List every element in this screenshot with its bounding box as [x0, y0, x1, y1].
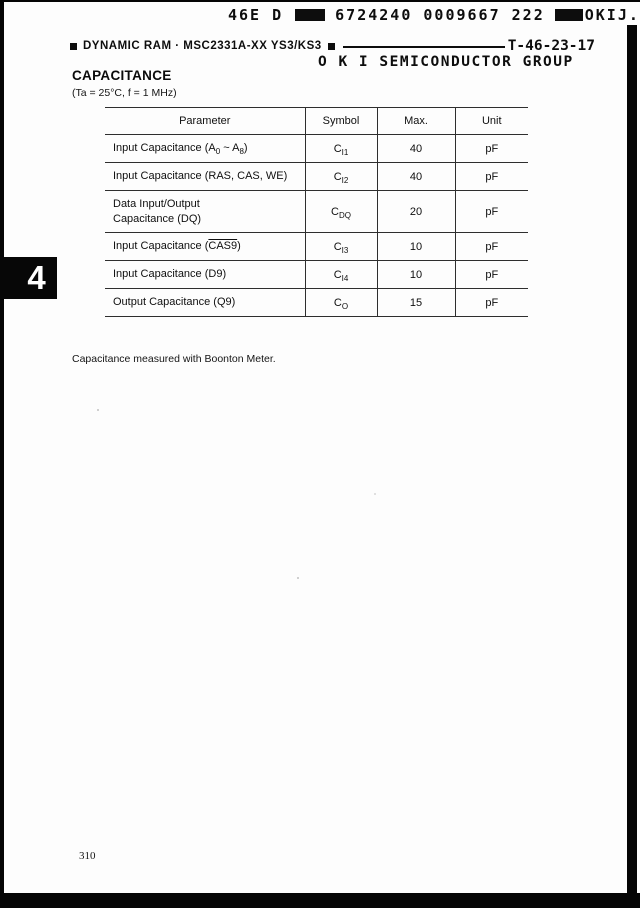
symbol-base: C: [333, 170, 342, 183]
param-text: Input Capacitance (A: [113, 142, 216, 155]
scan-speck: [297, 577, 299, 579]
table-row: [105, 163, 528, 191]
param-text: Data Input/Output: [113, 198, 200, 211]
symbol-cell: [305, 233, 377, 261]
table-row: [105, 289, 528, 317]
square-bullet-icon: [70, 43, 77, 50]
param-cell: Output Capacitance (Q9): [105, 289, 305, 317]
column-header-unit: Unit: [455, 108, 528, 135]
symbol-base: C: [333, 268, 342, 281]
symbol-cell: [305, 261, 377, 289]
scan-code-mid: 6724240 0009667 222: [335, 6, 545, 24]
param-cell: Input Capacitance (RAS, CAS, WE): [105, 163, 305, 191]
document-number: T-46-23-17: [507, 38, 595, 54]
scan-border-top: [0, 0, 640, 2]
symbol-subscript: I1: [341, 147, 349, 157]
document-title: DYNAMIC RAM · MSC2331A-XX YS3/KS3: [83, 40, 322, 52]
symbol-cell: [305, 289, 377, 317]
table-header-row: [105, 108, 528, 135]
section-title: CAPACITANCE: [72, 68, 172, 83]
table-row: [105, 261, 528, 289]
symbol-base: C: [333, 142, 342, 155]
symbol-cell: [305, 163, 377, 191]
symbol-subscript: I4: [341, 273, 349, 283]
chapter-tab: [0, 257, 57, 299]
column-header-parameter: Parameter: [105, 108, 305, 135]
unit-cell: pF: [455, 191, 528, 233]
param-cell: Input Capacitance (D9): [105, 261, 305, 289]
unit-cell: pF: [455, 233, 528, 261]
square-bullet-icon: [328, 43, 335, 50]
unit-cell: pF: [455, 261, 528, 289]
max-cell: 10: [377, 261, 455, 289]
symbol-cell: [305, 191, 377, 233]
symbol-subscript: DQ: [338, 210, 351, 220]
symbol-base: C: [333, 240, 342, 253]
table-row: [105, 191, 528, 233]
symbol-base: C: [331, 205, 339, 218]
param-text: Input Capacitance (: [113, 240, 209, 253]
footnote: Capacitance measured with Boonton Meter.: [72, 353, 276, 365]
unit-cell: pF: [455, 289, 528, 317]
column-header-symbol: Symbol: [305, 108, 377, 135]
symbol-cell: [305, 135, 377, 163]
param-cell: [105, 191, 305, 233]
table-row: [105, 135, 528, 163]
filled-block-icon: [555, 9, 583, 21]
subscript: 8: [239, 147, 244, 157]
param-text: ~ A: [220, 142, 240, 155]
unit-cell: pF: [455, 135, 528, 163]
test-conditions: (Ta = 25°C, f = 1 MHz): [72, 87, 177, 99]
symbol-subscript: I2: [341, 175, 349, 185]
max-cell: 40: [377, 163, 455, 191]
table-row: [105, 233, 528, 261]
unit-cell: pF: [455, 163, 528, 191]
column-header-max: Max.: [377, 108, 455, 135]
symbol-subscript: I3: [341, 245, 349, 255]
max-cell: 20: [377, 191, 455, 233]
param-text: Capacitance (DQ): [113, 212, 202, 225]
scan-code-right: OKIJ.: [584, 6, 640, 24]
max-cell: 40: [377, 135, 455, 163]
overlined-signal-name: CAS9: [208, 240, 238, 253]
symbol-base: C: [333, 296, 342, 309]
scan-border-left: [0, 0, 4, 908]
document-id-line: [70, 38, 595, 54]
filled-block-icon: [295, 9, 325, 21]
param-cell: [105, 233, 305, 261]
max-cell: 10: [377, 233, 455, 261]
scan-speck: [374, 493, 376, 495]
capacitance-table: [105, 107, 528, 317]
divider-line: [343, 46, 505, 48]
chapter-tab-number: 4: [27, 259, 46, 296]
scan-code-left: 46E D: [228, 6, 284, 24]
scan-border-right: [627, 25, 637, 908]
scan-speck: [97, 409, 99, 411]
param-text: ): [243, 142, 248, 155]
max-cell: 15: [377, 289, 455, 317]
param-text: ): [237, 240, 241, 253]
param-cell: [105, 135, 305, 163]
subscript: 0: [215, 147, 221, 157]
scan-border-bottom: [0, 893, 640, 908]
manufacturer-group-name: O K I SEMICONDUCTOR GROUP: [318, 54, 574, 70]
page-number: 310: [79, 850, 96, 862]
scan-code-line: [228, 6, 640, 24]
symbol-subscript: O: [341, 301, 349, 311]
